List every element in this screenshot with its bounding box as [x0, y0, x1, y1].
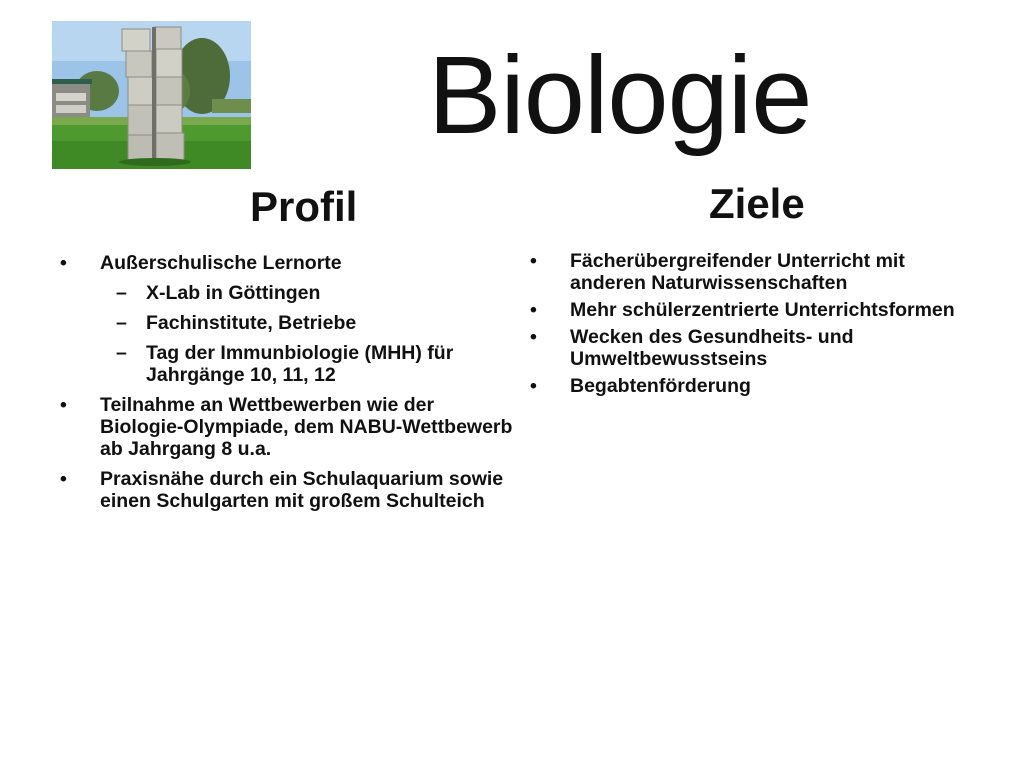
ziele-item — [530, 326, 970, 370]
profil-heading: Profil — [250, 183, 358, 230]
dash: – — [116, 312, 127, 334]
profil-item-text: Teilnahme an Wettbewerben wie der Biologie-Olympiade, dem NABU-Wettbewerb ab Jahrgang 8 u.a. — [100, 394, 513, 460]
profil-item — [60, 394, 515, 460]
ziele-item-text: Mehr schülerzentrierte Unterrichtsformen — [570, 299, 955, 321]
profil-subitem — [100, 282, 515, 304]
bullet: • — [60, 252, 67, 274]
ziele-item-text: Wecken des Gesundheits- und Umweltbewusstseins — [570, 326, 854, 370]
bullet: • — [530, 250, 537, 272]
ziele-item-text: Begabtenförderung — [570, 375, 751, 397]
ziele-list — [530, 250, 970, 402]
profil-subitem — [100, 312, 515, 334]
profil-item — [60, 252, 515, 386]
ziele-item — [530, 250, 970, 294]
header-photo — [52, 21, 251, 169]
profil-item — [60, 468, 515, 512]
profil-subitem-text: Tag der Immunbiologie (MHH) für Jahrgänge 10, 11, 12 — [146, 342, 454, 386]
profil-sublist — [100, 282, 515, 386]
bullet: • — [60, 394, 67, 416]
ziele-item — [530, 375, 970, 397]
profil-item-text: Außerschulische Lernorte — [100, 252, 342, 274]
dash: – — [116, 342, 127, 364]
profil-item-text: Praxisnähe durch ein Schulaquarium sowie einen Schulgarten mit großem Schulteich — [100, 468, 504, 512]
ziele-item — [530, 299, 970, 321]
bullet: • — [530, 375, 537, 397]
profil-list — [60, 252, 515, 520]
dash: – — [116, 282, 127, 304]
profil-subitem-text: Fachinstitute, Betriebe — [146, 312, 357, 334]
bullet: • — [60, 468, 67, 490]
profil-subitem-text: X-Lab in Göttingen — [146, 282, 321, 304]
slide-title: Biologie — [428, 34, 812, 157]
bullet: • — [530, 326, 537, 348]
ziele-heading: Ziele — [709, 180, 805, 227]
ziele-item-text: Fächerübergreifender Unterricht mit anderen Naturwissenschaften — [570, 250, 905, 294]
sculpture-photo-icon — [52, 21, 251, 169]
bullet: • — [530, 299, 537, 321]
profil-subitem — [100, 342, 515, 386]
